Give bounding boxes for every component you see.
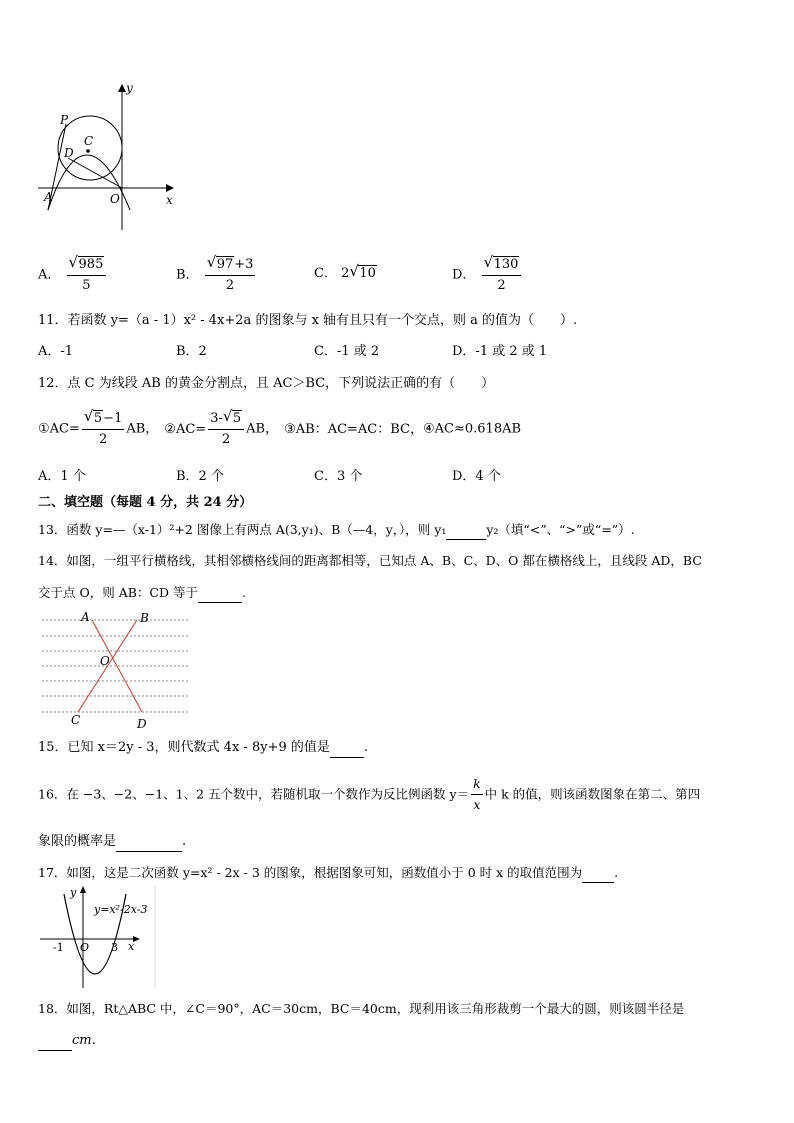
- q11-stem: 11．若函数 y=（a - 1）x² - 4x+2a 的图象与 x 轴有且只有一个交点，则 a 的值为（ ）.: [38, 313, 578, 328]
- q18-line1: 18．如图，Rt△ABC 中，∠C＝90°，AC＝30cm，BC＝40cm，现利用该三角形裁剪一个最大的圆，则该圆半径是: [38, 1001, 685, 1016]
- q13-stem: [38, 521, 635, 540]
- q14-line2-pre: 交于点 O，则 AB：CD 等于: [38, 585, 198, 600]
- q10-option-d[interactable]: [452, 253, 523, 295]
- denominator: 5: [82, 278, 91, 293]
- q17-stem: [38, 864, 618, 883]
- q12-statements: [38, 407, 522, 449]
- statement-4: ④AC≈0.618AB: [423, 421, 522, 437]
- label-a: A: [81, 610, 90, 624]
- q14-line1: 14．如图，一组平行横格线，其相邻横格线间的距离都相等，已知点 A、B、C、D、O 都在横格线上，且线段 AD，BC: [38, 553, 702, 568]
- radicand: 130: [493, 257, 519, 272]
- equation-label: y=x²-2x-3: [94, 903, 148, 916]
- radicand: 5: [93, 411, 103, 426]
- label-o: O: [110, 192, 120, 206]
- q12-option-d[interactable]: D．4 个: [452, 469, 501, 484]
- denominator: 2: [225, 278, 235, 293]
- section-heading: 二、填空题（每题 4 分，共 24 分）: [38, 495, 253, 510]
- x-axis-arrow: [166, 184, 174, 192]
- radicand: 5: [232, 411, 242, 426]
- q12-option-c[interactable]: C．3 个: [314, 469, 363, 484]
- segment-do: [68, 158, 122, 188]
- q16-line2: [38, 833, 186, 852]
- q12-option-b[interactable]: B．2 个: [176, 469, 224, 484]
- q11-option-b[interactable]: B．2: [176, 344, 207, 359]
- num-lead: 3-: [210, 411, 223, 426]
- q14-answer-blank[interactable]: [198, 584, 242, 603]
- option-label: B．: [176, 267, 199, 283]
- q14-line2-post: .: [241, 585, 246, 600]
- denominator: 2: [98, 432, 108, 447]
- q16-fraction: [471, 775, 483, 814]
- label-three: 3: [111, 941, 118, 954]
- denominator: 2: [222, 432, 231, 447]
- label-o: O: [100, 654, 110, 668]
- q10-option-c[interactable]: C． 2 √ 10: [314, 262, 376, 281]
- q10-option-a[interactable]: [38, 253, 108, 295]
- label-x: x: [128, 940, 135, 953]
- q15-answer-blank[interactable]: [330, 739, 364, 758]
- label-d: D: [64, 146, 74, 160]
- label-b: B: [140, 611, 149, 625]
- num-rest: +3: [234, 257, 254, 272]
- option-label: D．: [452, 267, 476, 283]
- q11-option-c[interactable]: C．-1 或 2: [314, 344, 380, 359]
- y-axis-arrow: [118, 84, 126, 92]
- q10-option-b[interactable]: [176, 253, 257, 295]
- q13-answer-blank[interactable]: [446, 521, 486, 540]
- label-y: y: [126, 81, 133, 95]
- statement-1-fraction: √ 5−1 2: [83, 407, 123, 447]
- q18-answer-blank[interactable]: [38, 1032, 72, 1051]
- fraction: √ 97+3 2: [206, 253, 254, 293]
- statement-1-post: AB，: [126, 421, 159, 437]
- y-axis-arrow: [80, 886, 86, 893]
- num-rest: −1: [103, 411, 123, 426]
- point-c: [86, 149, 90, 153]
- fraction: √ 985 5: [67, 256, 107, 295]
- q17-post: .: [614, 865, 619, 880]
- statement-1-pre: ①AC=: [38, 421, 80, 437]
- q14-line2: [38, 584, 246, 603]
- denominator: 2: [497, 278, 506, 293]
- option-label: A．: [38, 267, 61, 283]
- q14-figure: [38, 610, 193, 730]
- q15-stem: [38, 739, 368, 758]
- q18-line2: [38, 1032, 96, 1051]
- q15-post: .: [363, 740, 368, 755]
- label-x: x: [166, 193, 173, 207]
- label-minus-1: -1: [53, 941, 64, 954]
- statement-3: ③AB：AC=AC：BC，: [284, 421, 423, 437]
- label-a: A: [44, 190, 53, 204]
- coefficient: 2: [341, 266, 350, 281]
- q17-pre: 17．如图，这是二次函数 y=x² - 2x - 3 的图象，根据图象可知，函数值小于 0 时 x 的取值范围为: [38, 865, 583, 880]
- radicand: 985: [78, 257, 104, 272]
- label-c: C: [84, 134, 94, 148]
- q12-option-a[interactable]: A．1 个: [38, 469, 86, 484]
- q16-post: 中 k 的值，则该函数图象在第二、第四: [484, 786, 701, 802]
- q18-line2-post: cm.: [72, 1033, 96, 1048]
- q16-line1: [38, 775, 700, 814]
- denominator: x: [473, 797, 481, 812]
- q12-stem: 12．点 C 为线段 AB 的黄金分割点，且 AC＞BC，下列说法正确的有（ ）: [38, 376, 495, 391]
- q15-pre: 15．已知 x＝2y - 3，则代数式 4x - 8y+9 的值是: [38, 740, 330, 755]
- q16-answer-blank[interactable]: [116, 833, 182, 852]
- q17-figure: [38, 884, 158, 992]
- numerator: k: [471, 775, 483, 795]
- label-c: C: [71, 713, 81, 727]
- q11-option-d[interactable]: D．-1 或 2 或 1: [452, 344, 548, 359]
- q16-line2-post: .: [182, 834, 187, 849]
- q10-figure: [30, 80, 190, 235]
- q13-post: y₂（填“<”、“>”或“=”）.: [486, 522, 635, 537]
- statement-2-fraction: 3- √ 5 2: [208, 410, 244, 449]
- q17-answer-blank[interactable]: [582, 864, 614, 883]
- radicand: 97: [216, 257, 234, 272]
- label-y: y: [70, 886, 77, 899]
- fraction: √ 130 2: [482, 256, 522, 295]
- statement-2-pre: ②AC=: [164, 421, 207, 437]
- q11-option-a[interactable]: A．-1: [38, 344, 74, 359]
- q13-pre: 13．函数 y=—（x-1）²+2 图像上有两点 A(3,y₁)、B（—4，y，），则 y₁: [38, 522, 447, 537]
- q16-line2-pre: 象限的概率是: [38, 834, 117, 849]
- label-p: P: [60, 113, 69, 127]
- radicand: 10: [359, 266, 376, 281]
- label-origin: O: [80, 941, 90, 954]
- label-d: D: [137, 717, 147, 730]
- statement-2-post: AB，: [246, 421, 279, 437]
- q16-pre: 16．在 −3、−2、−1、1、2 五个数中，若随机取一个数作为反比例函数 y＝: [38, 786, 470, 802]
- option-label: C．: [314, 266, 337, 281]
